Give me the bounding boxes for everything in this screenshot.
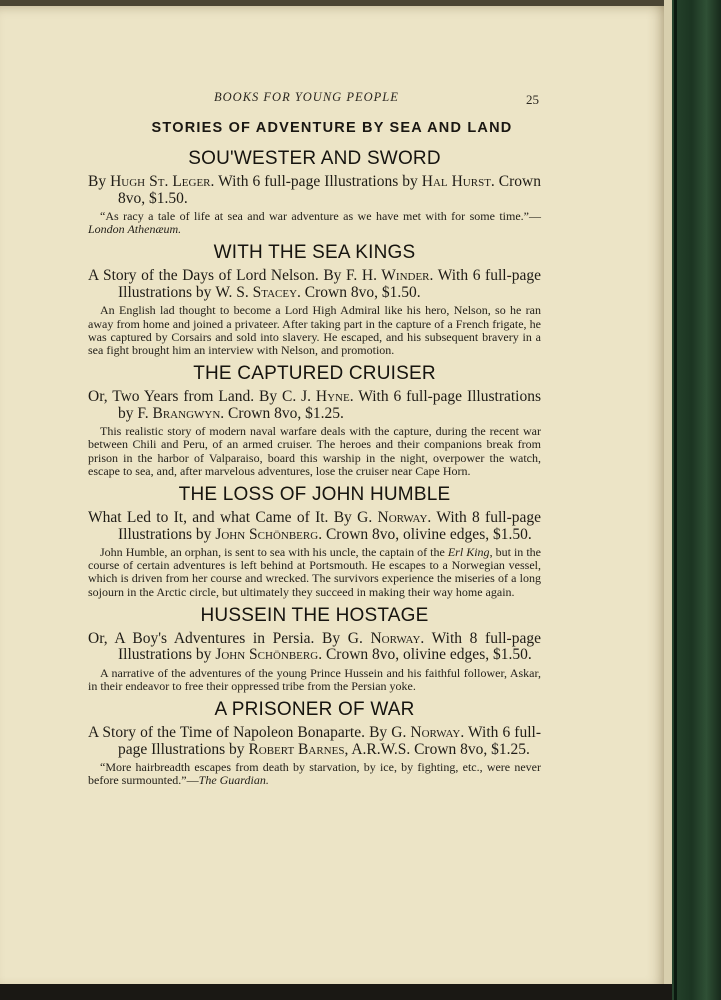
- book-description: [88, 210, 541, 236]
- book-meta: [88, 389, 541, 422]
- author-name: C. J. Hyne: [282, 388, 350, 406]
- illustrator-name: John Schönberg: [215, 646, 319, 664]
- book-description: This realistic story of modern naval warfare deals with the capture, during the recent war between Chili and Peru, of an armed cruiser. The heroes and their companions break from prison in the harbor of Valparaiso, board this warship in the night, overpower the watch, escape to sea, and, after marvelous adventures, lose the cruiser near Cape Horn.: [88, 424, 541, 478]
- meta-text: . Crown 8vo, $1.25.: [220, 404, 344, 422]
- illustrator-name: Hal Hurst: [421, 173, 491, 190]
- book-title: THE LOSS OF JOHN HUMBLE: [178, 484, 451, 506]
- book-description: An English lad thought to become a Lord High Admiral like his hero, Nelson, so he ran away from home and joined a privateer. After taking part in the capture of a French frigate, he was captured by Corsairs and sold into slavery. He escaped, and his subsequent bravery in a sea fight brought him an interview with Nelson, and promotion.: [88, 303, 541, 358]
- book-entry: [88, 144, 541, 236]
- meta-text: . With 8 full-page Illustrations by: [118, 509, 541, 543]
- book-entry: [88, 695, 541, 787]
- book-page: [0, 6, 664, 984]
- description-text: “More hairbreadth escapes from death by starvation, by ice, by fighting, etc., were never before surmounted.”—: [88, 760, 541, 788]
- illustrator-name: W. S. Stacey: [215, 283, 298, 301]
- bottom-shadow: [0, 984, 672, 1000]
- book-title: HUSSEIN THE HOSTAGE: [200, 604, 429, 626]
- description-text: , but in the course of certain adventures is left behind at Portsmouth. He escapes to a Norwegian vessel, which is driven from her course and wrecked. The survivors experience the miseries of a long sojourn in the Arctic circle, but ultimately they succeed in making their way home again.: [88, 545, 542, 599]
- book-entry: [88, 480, 541, 599]
- book-title: A PRISONER OF WAR: [214, 699, 415, 721]
- description-text: “As racy a tale of life at sea and war adventure as we have met with for some time.”—: [100, 209, 541, 223]
- ship-name: Erl King: [447, 545, 490, 560]
- meta-text: Or, A Boy's Adventures in Persia. By: [88, 629, 348, 647]
- page-edge: [664, 0, 672, 990]
- review-source: London Athenæum.: [88, 222, 182, 237]
- book-title: THE CAPTURED CRUISER: [193, 363, 436, 385]
- book-entry: [88, 601, 541, 693]
- book-description: [88, 761, 541, 787]
- meta-text: A Story of the Time of Napoleon Bonaparte. By: [88, 724, 392, 742]
- meta-text: By: [88, 173, 111, 190]
- author-name: G. Norway: [347, 629, 421, 647]
- meta-text: . Crown 8vo, $1.50.: [297, 283, 421, 301]
- book-meta: [88, 174, 541, 207]
- page-number: 25: [526, 92, 539, 107]
- description-text: John Humble, an orphan, is sent to sea with his uncle, the captain of the: [100, 545, 448, 560]
- review-source: The Guardian.: [198, 773, 269, 788]
- book-meta: [88, 725, 541, 758]
- book-title: SOU'WESTER AND SWORD: [188, 148, 441, 169]
- author-name: G. Norway: [391, 724, 461, 742]
- meta-text: . With 6 full-page Illustrations by: [118, 388, 542, 422]
- book-list: [88, 144, 541, 790]
- book-meta: [88, 510, 541, 543]
- meta-text: Or, Two Years from Land. By: [88, 388, 282, 406]
- book-title: WITH THE SEA KINGS: [213, 242, 416, 264]
- book-meta: [88, 268, 541, 301]
- author-name: Hugh St. Leger: [110, 173, 211, 190]
- meta-text: . With 6 full-page Illustrations by: [118, 724, 541, 758]
- meta-text: A Story of the Days of Lord Nelson. By: [88, 267, 347, 285]
- meta-text: . With 8 full-page Illustrations by: [118, 629, 541, 664]
- meta-text: , A.R.W.S. Crown 8vo, $1.25.: [344, 740, 530, 758]
- meta-text: . With 6 full-page Illustrations by: [210, 173, 422, 190]
- meta-text: . With 6 full-page Illustrations by: [118, 267, 541, 301]
- cover-rim: [674, 0, 677, 1000]
- illustrator-name: John Schönberg: [215, 525, 319, 543]
- illustrator-name: F. Brangwyn: [137, 404, 221, 422]
- book-description: [88, 546, 541, 599]
- author-name: F. H. Winder: [346, 267, 430, 285]
- meta-text: . Crown 8vo, olivine edges, $1.50.: [318, 525, 532, 543]
- book-description: A narrative of the adventures of the young Prince Hussein and his faithful follower, Askar, in their endeavor to free their oppressed tribe from the Persian yoke.: [88, 665, 541, 694]
- book-cover-edge: [672, 0, 721, 1000]
- book-entry: [88, 359, 541, 478]
- author-name: G. Norway: [357, 509, 428, 527]
- meta-text: . Crown 8vo, $1.50.: [118, 173, 541, 207]
- illustrator-name: Robert Barnes: [248, 740, 345, 758]
- meta-text: What Led to It, and what Came of It. By: [88, 509, 358, 527]
- section-heading: STORIES OF ADVENTURE BY SEA AND LAND: [151, 120, 513, 136]
- running-head: BOOKS FOR YOUNG PEOPLE: [214, 90, 399, 104]
- meta-text: . Crown 8vo, olivine edges, $1.50.: [318, 646, 532, 664]
- book-meta: [88, 631, 541, 664]
- book-entry: [88, 238, 541, 357]
